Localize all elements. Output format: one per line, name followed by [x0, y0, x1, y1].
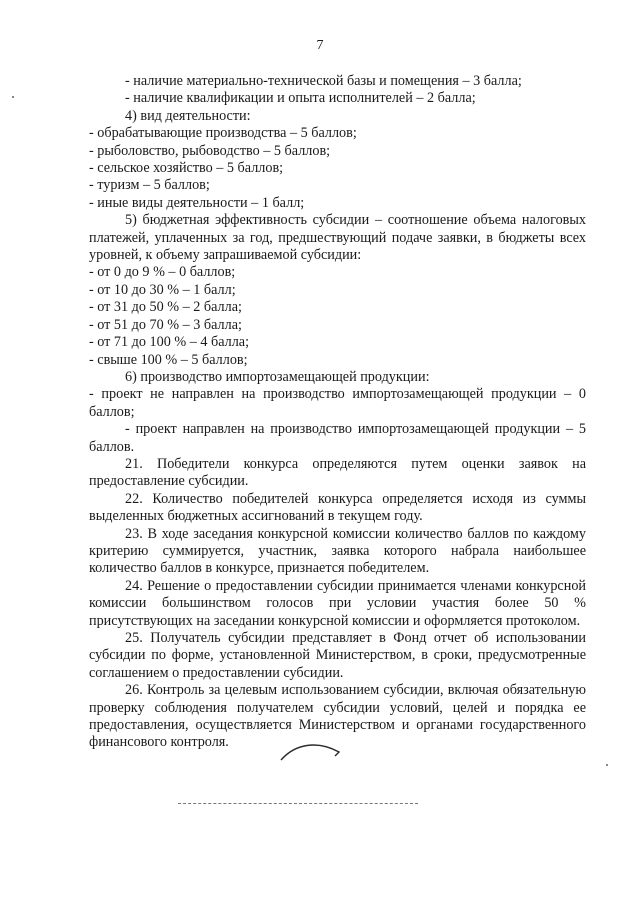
item4-heading: 4) вид деятельности: — [125, 107, 251, 124]
scan-speck — [12, 96, 14, 98]
footer-divider — [178, 803, 418, 804]
list-item: - от 31 до 50 % – 2 балла; — [89, 299, 242, 316]
criteria-line: - наличие квалификации и опыта исполнителей – 2 балла; — [125, 90, 476, 107]
list-item: - туризм – 5 баллов; — [89, 177, 210, 194]
list-item: - от 10 до 30 % – 1 балл; — [89, 281, 236, 298]
paragraph-21: 21. Победители конкурса определяются путем оценки заявок на предоставление субсидии. — [89, 455, 586, 490]
list-item: - обрабатывающие производства – 5 баллов; — [89, 125, 357, 142]
item6-option-1: - проект не направлен на производство импортозамещающей продукции – 0 баллов; — [89, 386, 586, 420]
document-body — [89, 73, 586, 752]
list-item: - иные виды деятельности – 1 балл; — [89, 194, 305, 211]
list-item: - от 71 до 100 % – 4 балла; — [89, 334, 250, 351]
item6-option-2: - проект направлен на производство импортозамещающей продукции – 5 баллов. — [89, 421, 586, 455]
paragraph-23: 23. В ходе заседания конкурсной комиссии количество баллов по каждому критерию суммируется, участник, заявка которого набрала наибольшее количество баллов в конкурсе, признается победителем. — [89, 525, 586, 577]
page-number: 7 — [316, 38, 324, 53]
list-item: - свыше 100 % – 5 баллов; — [89, 351, 248, 368]
list-item: - рыболовство, рыбоводство – 5 баллов; — [89, 142, 331, 159]
item5-paragraph: 5) бюджетная эффективность субсидии – соотношение объема налоговых платежей, уплаченных за год, предшествующий подаче заявки, в бюджеты всех уровней, к объему запрашиваемой субсидии: — [89, 212, 586, 264]
signature-mark — [277, 738, 347, 764]
paragraph-24: 24. Решение о предоставлении субсидии принимается членами конкурсной комиссии большинством голосов при условии участия более 50 % присутствующих на заседании конкурсной комиссии и оформляется протоколом. — [89, 577, 586, 629]
criteria-line: - наличие материально-технической базы и помещения – 3 балла; — [125, 73, 522, 89]
list-item: - от 0 до 9 % – 0 баллов; — [89, 264, 236, 281]
list-item: - от 51 до 70 % – 3 балла; — [89, 316, 242, 333]
item6-heading: 6) производство импортозамещающей продукции: — [125, 368, 430, 385]
scan-speck — [606, 764, 608, 766]
paragraph-22: 22. Количество победителей конкурса определяется исходя из суммы выделенных бюджетных ассигнований в текущем году. — [89, 490, 586, 525]
paragraph-26: 26. Контроль за целевым использованием субсидии, включая обязательную проверку соблюдения получателем субсидии условий, целей и порядка ее предоставления, осуществляется Министерством и органами государственного финансового контроля. — [89, 682, 586, 751]
paragraph-25: 25. Получатель субсидии представляет в Фонд отчет об использовании субсидии по форме, установленной Министерством, в сроки, предусмотренные соглашением о предоставлении субсидии. — [89, 630, 586, 681]
list-item: - сельское хозяйство – 5 баллов; — [89, 160, 284, 177]
